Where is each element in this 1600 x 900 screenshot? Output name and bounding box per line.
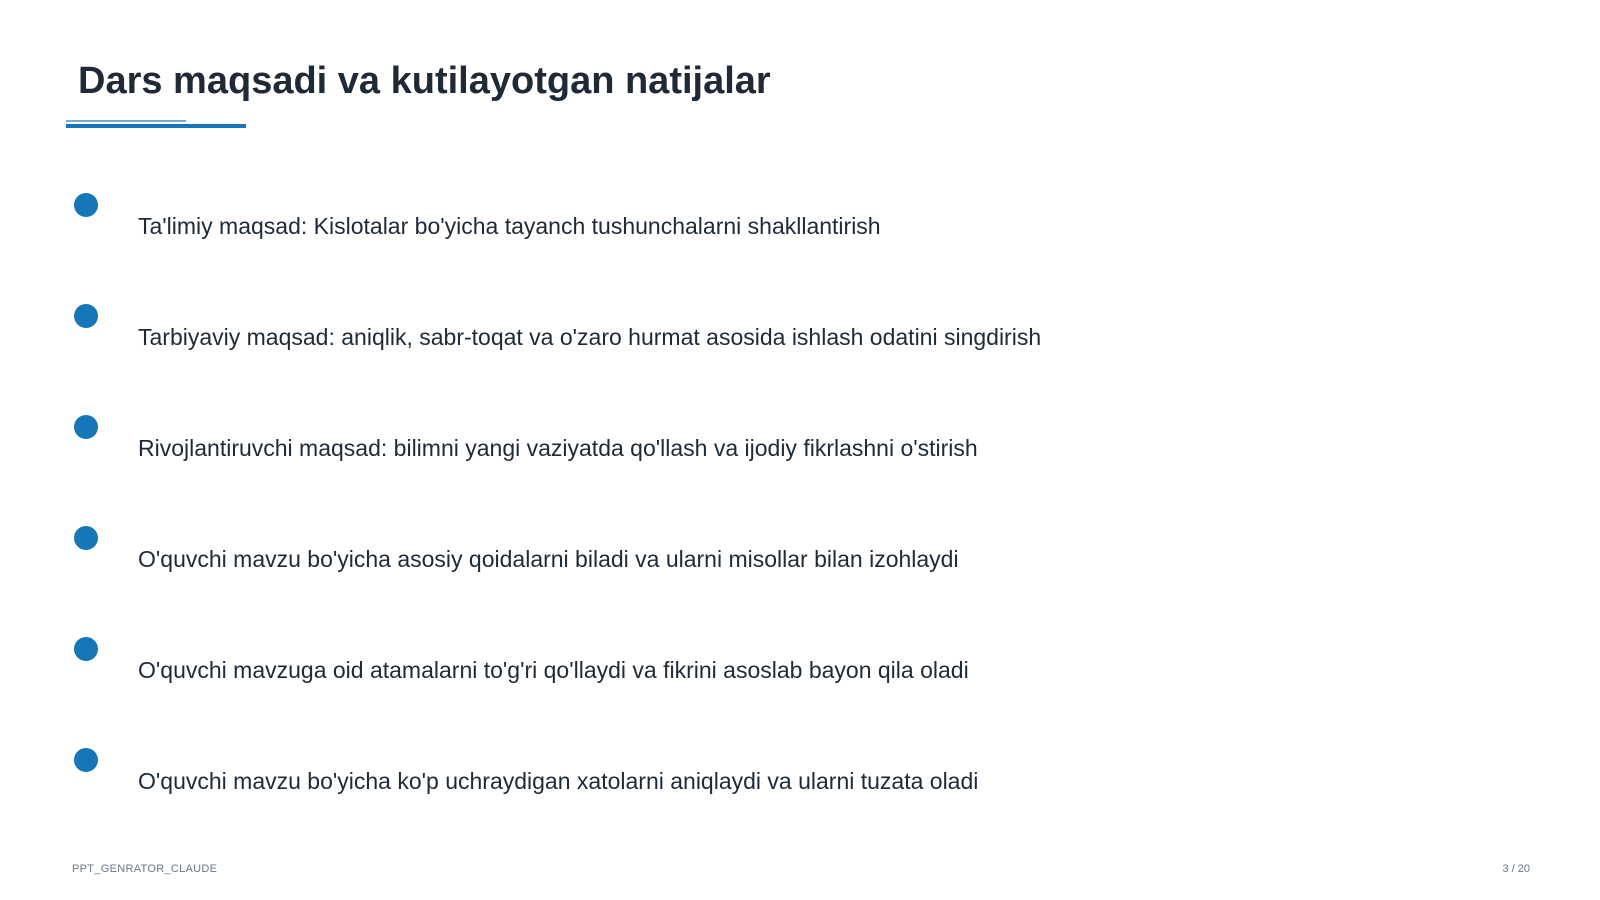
slide-title: Dars maqsadi va kutilayotgan natijalar — [78, 60, 771, 102]
bullet-dot-icon — [74, 637, 98, 661]
bullet-item — [0, 415, 1600, 475]
bullet-text: Ta'limiy maqsad: Kislotalar bo'yicha tayanch tushunchalarni shakllantirish — [138, 213, 881, 239]
bullet-item — [0, 304, 1600, 364]
bullet-text: O'quvchi mavzu bo'yicha asosiy qoidalarni biladi va ularni misollar bilan izohlaydi — [138, 546, 959, 572]
bullet-item — [0, 526, 1600, 586]
bullet-text: Tarbiyaviy maqsad: aniqlik, sabr-toqat va o'zaro hurmat asosida ishlash odatini singdirish — [138, 324, 1042, 350]
bullet-dot-icon — [74, 748, 98, 772]
page-indicator: 3 / 20 — [1502, 863, 1530, 875]
bullet-text: O'quvchi mavzu bo'yicha ko'p uchraydigan xatolarni aniqlaydi va ularni tuzata oladi — [138, 768, 979, 794]
bullet-item — [0, 748, 1600, 808]
bullet-text: O'quvchi mavzuga oid atamalarni to'g'ri qo'llaydi va fikrini asoslab bayon qila oladi — [138, 657, 969, 683]
bullet-dot-icon — [74, 526, 98, 550]
bullet-dot-icon — [74, 304, 98, 328]
bullet-text: Rivojlantiruvchi maqsad: bilimni yangi vaziyatda qo'llash va ijodiy fikrlashni o'stirish — [138, 435, 978, 461]
bullet-dot-icon — [74, 415, 98, 439]
bullet-dot-icon — [74, 193, 98, 217]
bullet-item — [0, 193, 1600, 253]
footer-generator-label: PPT_GENRATOR_CLAUDE — [72, 863, 218, 875]
bullet-item — [0, 637, 1600, 697]
